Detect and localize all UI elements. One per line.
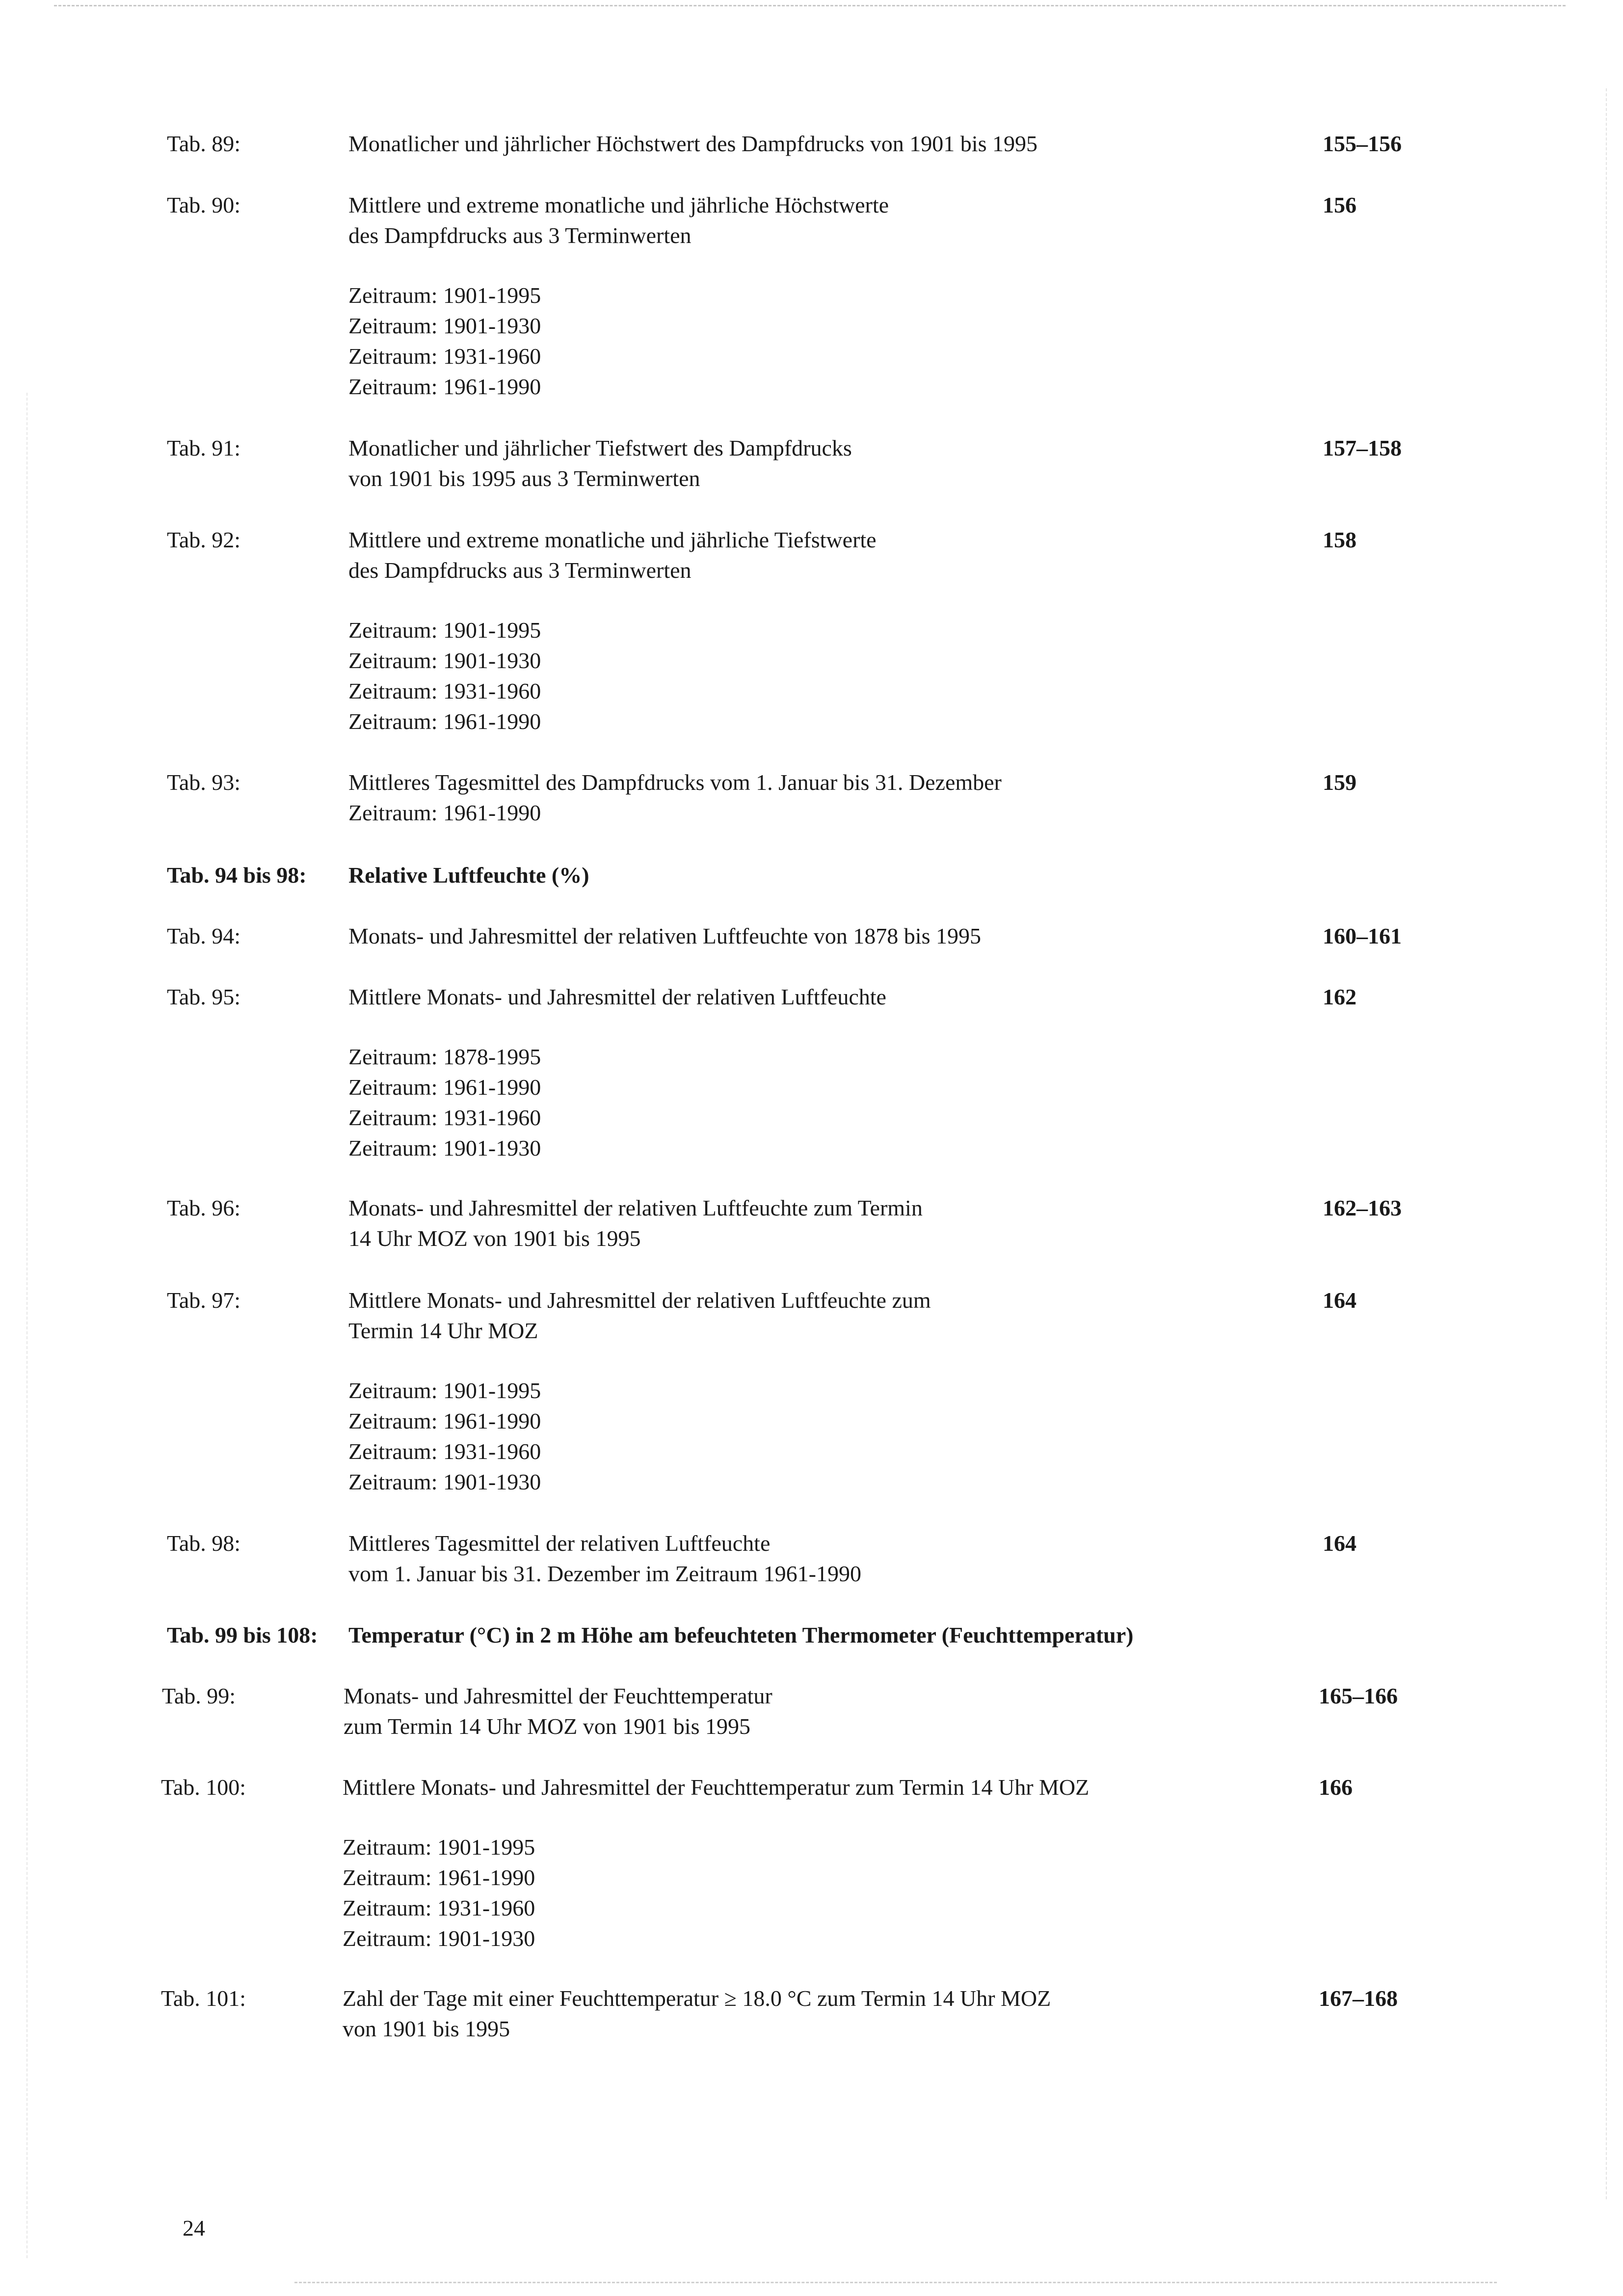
toc-period-line: Zeitraum: 1961-1990 [348,1408,541,1433]
toc-page-reference: 165–166 [1319,1683,1398,1708]
toc-description [348,1620,1134,1650]
toc-description-line: Relative Luftfeuchte (%) [348,863,589,888]
toc-page-reference: 167–168 [1319,1986,1398,2011]
toc-description-line: von 1901 bis 1995 aus 3 Terminwerten [348,466,700,491]
toc-period-line: Zeitraum: 1961-1990 [348,1075,541,1100]
toc-description [348,129,1038,159]
toc-description-line: von 1901 bis 1995 [343,2016,510,2041]
toc-table-number: Tab. 98: [167,1531,241,1556]
toc-table-number: Tab. 91: [167,435,241,460]
toc-description-line: 14 Uhr MOZ von 1901 bis 1995 [348,1226,641,1251]
toc-description-line: Mittlere und extreme monatliche und jährliche Tiefstwerte [348,527,877,552]
toc-spacer [348,1012,886,1042]
toc-description [348,860,589,891]
toc-description [348,525,877,737]
toc-description [348,1528,861,1589]
toc-description [344,1681,772,1742]
toc-period-line: Zeitraum: 1931-1960 [348,1439,541,1464]
page-number: 24 [183,2215,205,2241]
toc-period-line: Zeitraum: 1931-1960 [348,344,541,369]
toc-description [348,767,1002,828]
toc-description-line: des Dampfdrucks aus 3 Terminwerten [348,558,692,583]
toc-description-line: Mittleres Tagesmittel der relativen Luftfeuchte [348,1531,771,1556]
toc-spacer [348,251,889,280]
toc-period-line: Zeitraum: 1961-1990 [348,374,541,399]
toc-description-line: Mittleres Tagesmittel des Dampfdrucks vom 1. Januar bis 31. Dezember [348,770,1002,795]
toc-description [348,433,852,494]
toc-period-line: Zeitraum: 1931-1960 [348,678,541,703]
toc-period-line: Zeitraum: 1901-1930 [348,648,541,673]
toc-description-line: Mittlere Monats- und Jahresmittel der relativen Luftfeuchte zum [348,1288,931,1313]
toc-description [343,1772,1089,1954]
toc-description [343,1983,1051,2044]
toc-page-reference: 164 [1323,1288,1357,1313]
toc-description-line: Monats- und Jahresmittel der relativen Luftfeuchte zum Termin [348,1195,923,1220]
toc-period-line: Zeitraum: 1901-1930 [348,313,541,338]
toc-page-reference: 160–161 [1323,923,1402,948]
toc-description [348,982,886,1163]
toc-page-reference: 155–156 [1323,131,1402,156]
toc-page-reference: 162–163 [1323,1195,1402,1220]
toc-description-line: Mittlere Monats- und Jahresmittel der Feuchttemperatur zum Termin 14 Uhr MOZ [343,1775,1090,1800]
toc-page-reference: 166 [1319,1775,1353,1800]
toc-description [348,190,889,402]
toc-period-line: Zeitraum: 1961-1990 [348,709,541,734]
toc-description-line: vom 1. Januar bis 31. Dezember im Zeitraum 1961-1990 [348,1561,861,1586]
toc-period-line: Zeitraum: 1961-1990 [343,1865,535,1890]
toc-description-line: Zeitraum: 1961-1990 [348,800,541,825]
toc-period-line: Zeitraum: 1901-1930 [348,1469,541,1494]
toc-table-number: Tab. 90: [167,192,241,217]
toc-description-line: des Dampfdrucks aus 3 Terminwerten [348,223,692,248]
toc-page-reference: 157–158 [1323,435,1402,460]
toc-spacer [343,1803,1089,1832]
toc-period-line: Zeitraum: 1901-1995 [343,1835,535,1860]
toc-description [348,1193,923,1254]
toc-spacer [348,1346,931,1376]
toc-period-line: Zeitraum: 1901-1995 [348,1378,541,1403]
toc-table-number: Tab. 94 bis 98: [167,863,307,888]
toc-table-number: Tab. 92: [167,527,241,552]
toc-description-line: Monatlicher und jährlicher Höchstwert des Dampfdrucks von 1901 bis 1995 [348,131,1038,156]
toc-table-number: Tab. 95: [167,984,241,1009]
toc-table-number: Tab. 89: [167,131,241,156]
toc-description-line: Mittlere Monats- und Jahresmittel der relativen Luftfeuchte [348,984,886,1009]
toc-description-line: Monatlicher und jährlicher Tiefstwert des Dampfdrucks [348,435,852,460]
toc-period-line: Zeitraum: 1901-1995 [348,283,541,308]
toc-period-line: Zeitraum: 1901-1995 [348,618,541,643]
toc-period-line: Zeitraum: 1878-1995 [348,1044,541,1069]
toc-page-reference: 158 [1323,527,1357,552]
toc-description-line: Monats- und Jahresmittel der relativen Luftfeuchte von 1878 bis 1995 [348,923,981,948]
toc-page-reference: 164 [1323,1531,1357,1556]
toc-page-reference: 162 [1323,984,1357,1009]
toc-page-reference: 156 [1323,192,1357,217]
toc-page-reference: 159 [1323,770,1357,795]
toc-description-line: Mittlere und extreme monatliche und jährliche Höchstwerte [348,192,889,217]
toc-period-line: Zeitraum: 1901-1930 [348,1135,541,1161]
toc-table-number: Tab. 99: [162,1683,236,1708]
toc-table-number: Tab. 100: [161,1775,246,1800]
toc-period-line: Zeitraum: 1931-1960 [343,1895,535,1920]
toc-description-line: Temperatur (°C) in 2 m Höhe am befeuchteten Thermometer (Feuchttemperatur) [348,1622,1134,1648]
toc-description-line: Monats- und Jahresmittel der Feuchttemperatur [344,1683,772,1708]
toc-table-number: Tab. 101: [161,1986,246,2011]
toc-description-line: zum Termin 14 Uhr MOZ von 1901 bis 1995 [344,1714,750,1739]
toc-period-line: Zeitraum: 1901-1930 [343,1926,535,1951]
toc-description-line: Zahl der Tage mit einer Feuchttemperatur ≥ 18.0 °C zum Termin 14 Uhr MOZ [343,1986,1051,2011]
toc-description-line: Termin 14 Uhr MOZ [348,1318,538,1343]
toc-table-number: Tab. 93: [167,770,241,795]
toc-description [348,1285,931,1497]
toc-table-number: Tab. 97: [167,1288,241,1313]
toc-table-number: Tab. 99 bis 108: [167,1622,318,1648]
toc-table-number: Tab. 94: [167,923,241,948]
toc-table-number: Tab. 96: [167,1195,241,1220]
toc-spacer [348,586,877,615]
toc-period-line: Zeitraum: 1931-1960 [348,1105,541,1130]
toc-description [348,921,981,951]
